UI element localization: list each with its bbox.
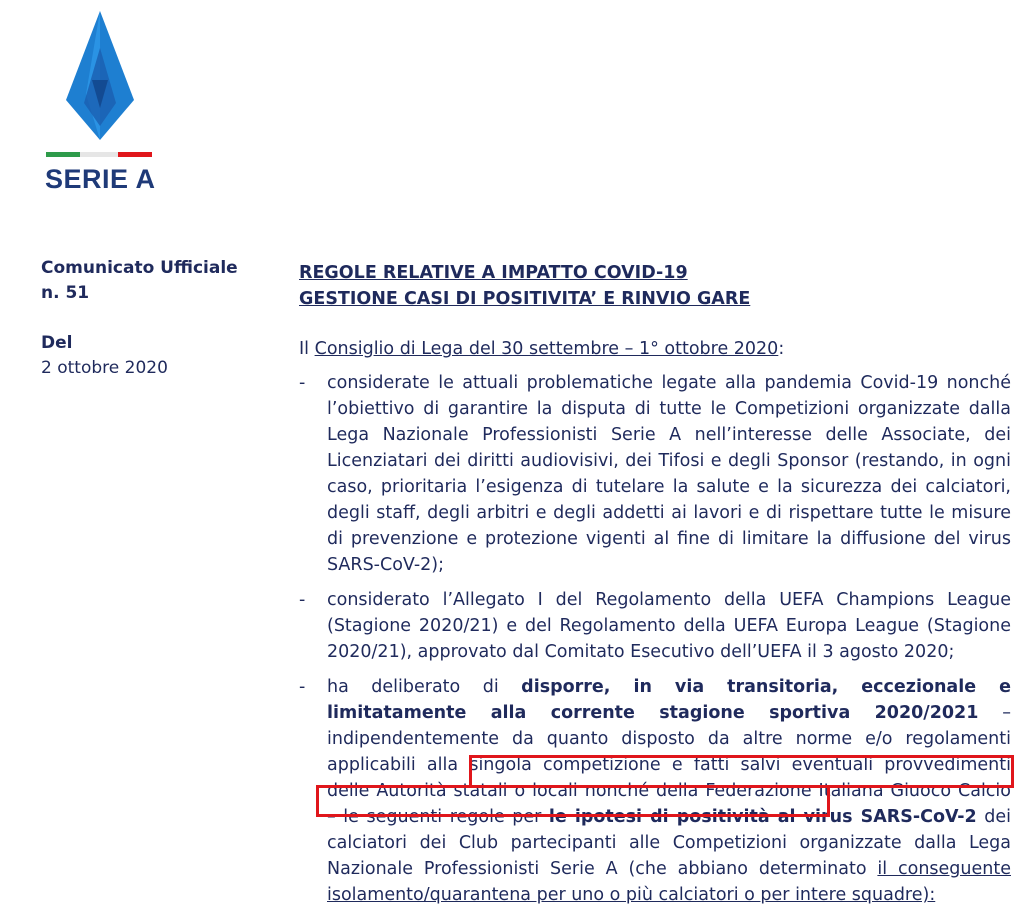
intro-council-reference: Consiglio di Lega del 30 settembre – 1° ottobre 2020 (314, 339, 779, 359)
list-item: - considerate le attuali problematiche legate alla pandemia Covid-19 nonché l’obiettivo di garantire la disputa di tutte le Competizioni organizzate dalla Lega Nazionale Professionisti Serie A nell’interesse delle Associate, dei Licenziatari dei diritti audiovisivi, dei Tifosi e degli Sponsor (restando, in ogni caso, prioritaria l’esigenza di tutelare la salute e la sicurezza dei calciatori, degli staff, degli arbitri e degli addetti ai lavori e di rispettare tutte le misure di prevenzione e protezione vigenti al fine di limitare la diffusione del virus SARS-CoV-2); (299, 370, 1011, 578)
highlight-box-federation (316, 785, 830, 817)
item3-text: – indipendentemente da quanto disposto da altre norme e/o regolamenti applicabili alla singola competizione e fatti salvi eventuali provvedimenti delle Autorità statali o locali nonché della Federazione Italiana Giuoco Calcio – le seguenti regole per (327, 703, 1011, 827)
intro-paragraph (299, 336, 1011, 362)
list-item: - considerato l’Allegato I del Regolamento della UEFA Champions League (Stagione 2020/21) e del Regolamento della UEFA Europa League (Stagione 2020/21), approvato dal Comitato Esecutivo dell’UEFA il 3 agosto 2020; (299, 587, 1011, 665)
document-body (299, 260, 1011, 917)
communique-number: n. 51 (41, 283, 90, 303)
resolution-list (299, 370, 1011, 908)
item3-text: ha deliberato di (327, 677, 522, 697)
item3-bold-positivity: le ipotesi di positività al virus SARS-CoV-2 (548, 807, 977, 827)
title-line-2: GESTIONE CASI DI POSITIVITA’ E RINVIO GARE (299, 289, 751, 309)
communique-date: 2 ottobre 2020 (41, 358, 168, 378)
item3-bold-provision: disporre, in via transitoria, eccezionale e limitatamente alla corrente stagione sportiva 2020/2021 (327, 677, 1011, 723)
intro-prefix: Il (299, 339, 315, 359)
highlight-box-authorities (469, 755, 1014, 788)
sidebar (41, 256, 251, 381)
logo-stripe-white (80, 152, 118, 157)
logo-stripe-green (46, 152, 80, 157)
logo-text: SERIE A (45, 164, 156, 194)
item3-underlined-isolation: il conseguente isolamento/quarantena per uno o più calciatori o per intere squadre): (327, 859, 1011, 905)
logo-stripe-red (118, 152, 152, 157)
date-label: Del (41, 333, 73, 353)
document-title (299, 260, 1011, 312)
title-line-1: REGOLE RELATIVE A IMPATTO COVID-19 (299, 263, 688, 283)
communique-label: Comunicato Ufficiale (41, 258, 238, 278)
item3-text: dei calciatori dei Club partecipanti alle Competizioni organizzate dalla Lega Nazionale Professionisti Serie A (che abbiano determinato (327, 807, 1011, 879)
intro-suffix: : (778, 339, 785, 359)
